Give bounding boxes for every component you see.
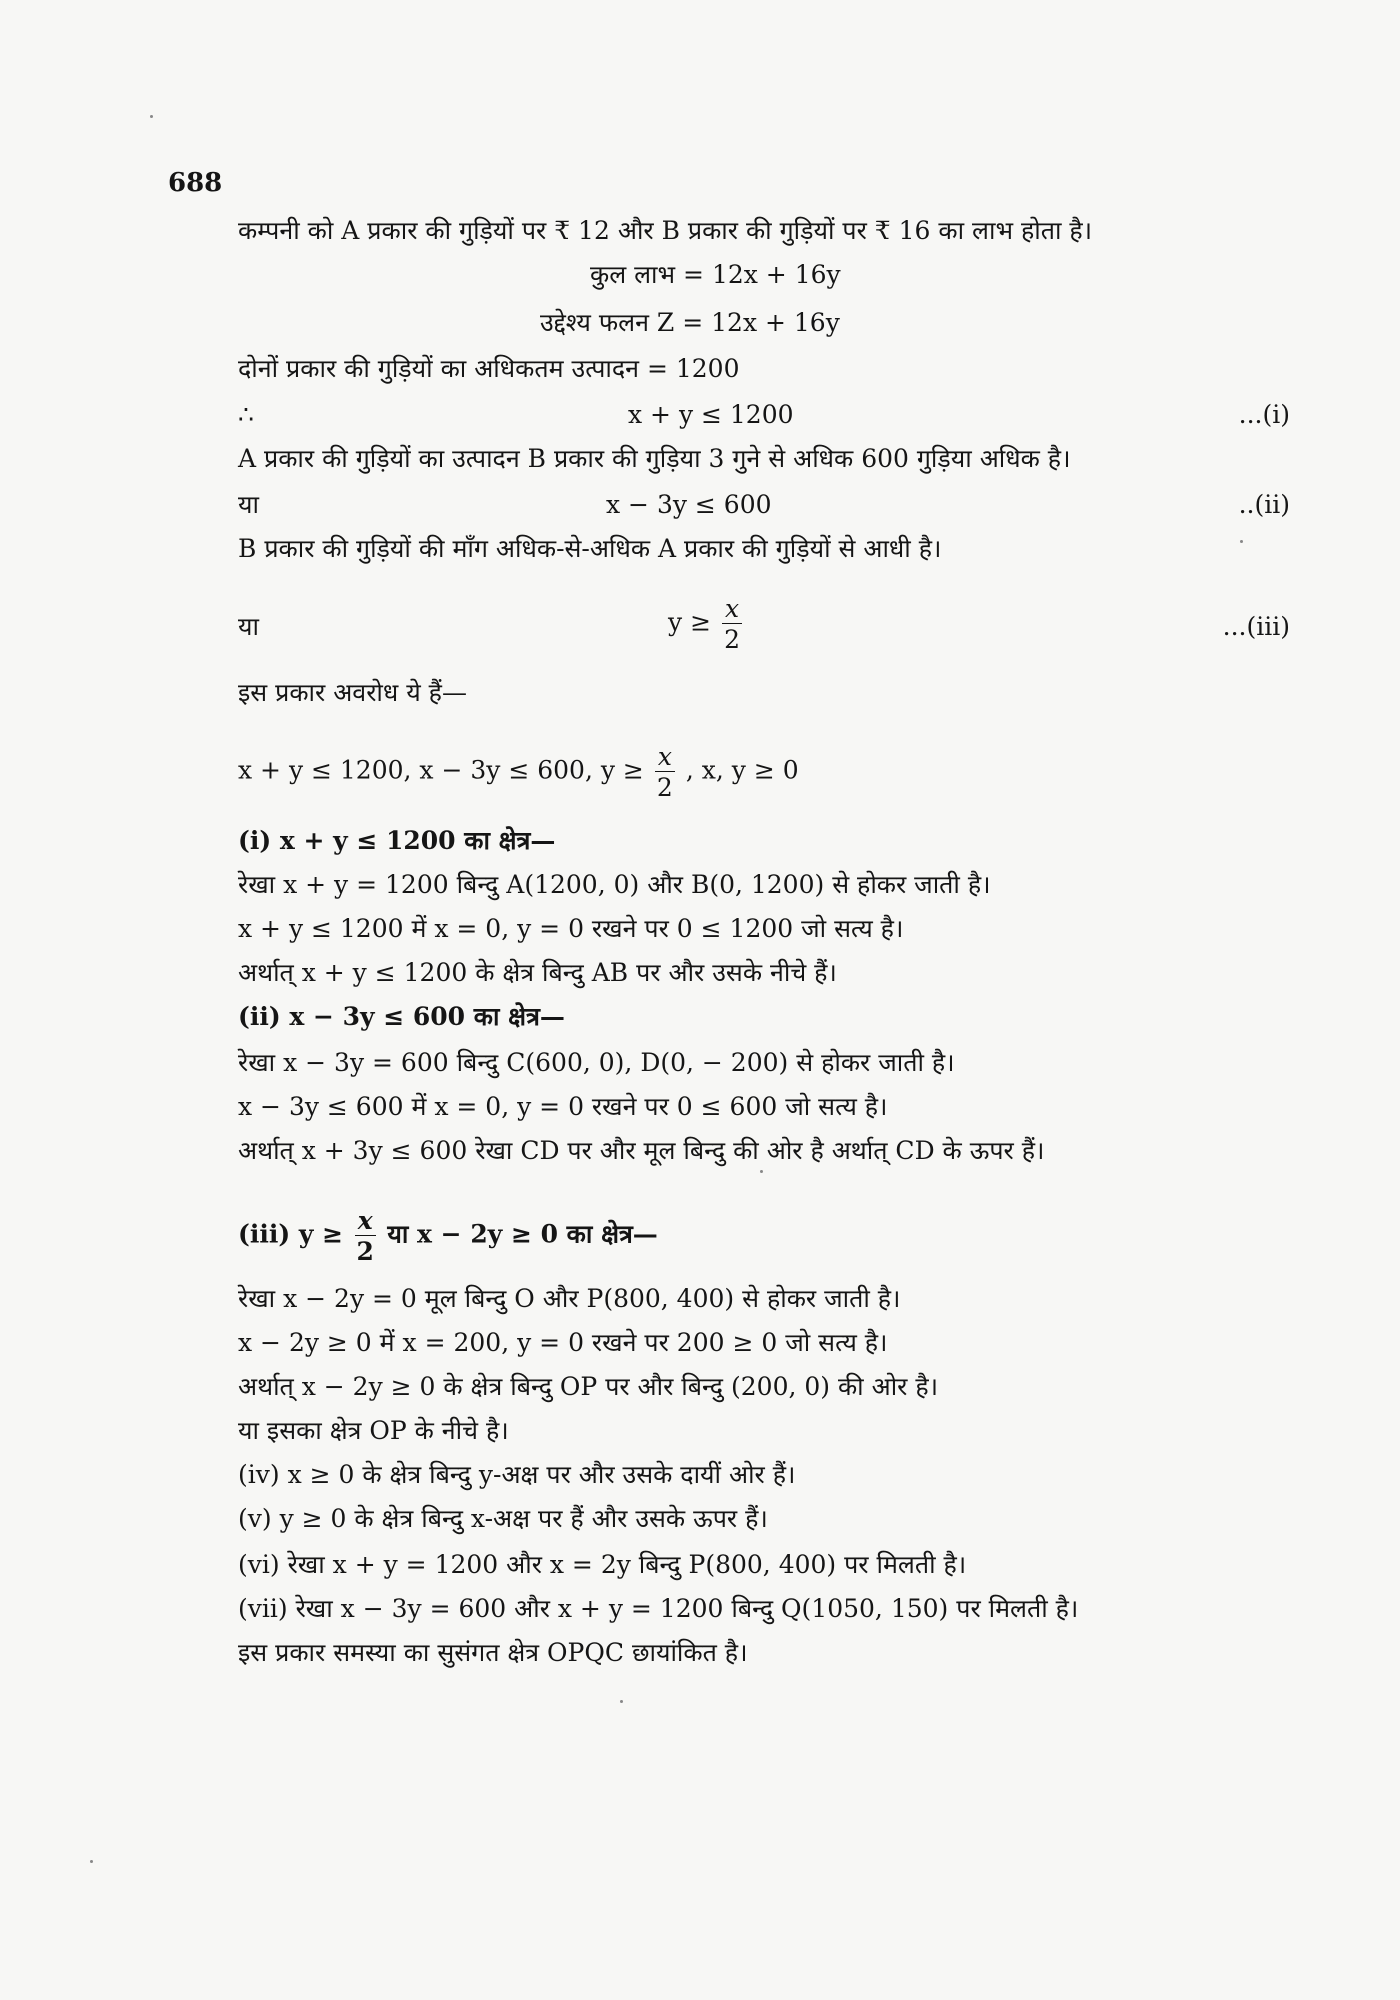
text-line-intersection-q: (vii) रेखा x − 3y = 600 और x + y = 1200 बिन्दु Q(1050, 150) पर मिलती है। [238, 1594, 1079, 1623]
text-line-region-5: (v) y ≥ 0 के क्षेत्र बिन्दु x-अक्ष पर हैं और उसके ऊपर हैं। [238, 1504, 768, 1533]
equation-total-profit: कुल लाभ = 12x + 16y [590, 260, 841, 289]
text-line-region-3-below: या इसका क्षेत्र OP के नीचे है। [238, 1416, 509, 1445]
scan-speck [150, 115, 153, 118]
scan-speck [620, 1700, 623, 1703]
fraction-numerator: x [655, 744, 675, 772]
fraction-denominator: 2 [724, 625, 740, 654]
fraction-numerator: x [722, 596, 742, 624]
text-line-feasible-region: इस प्रकार समस्या का सुसंगत क्षेत्र OPQC छायांकित है। [238, 1638, 748, 1667]
text-line-region-2-result: अर्थात् x + 3y ≤ 600 रेखा CD पर और मूल बिन्दु की ओर है अर्थात् CD के ऊपर हैं। [238, 1136, 1045, 1165]
equation-tag-1: ...(i) [1238, 400, 1290, 429]
heading-region-2: (ii) x − 3y ≤ 600 का क्षेत्र— [238, 1002, 565, 1031]
fraction-x-over-2-heading [355, 1208, 376, 1264]
text-line-production-relation: A प्रकार की गुड़ियों का उत्पादन B प्रकार की गुड़िया 3 गुने से अधिक 600 गुड़िया अधिक है। [238, 444, 1071, 473]
equation-constraint-1: x + y ≤ 1200 [628, 400, 794, 429]
text-line-demand-relation: B प्रकार की गुड़ियों की माँग अधिक-से-अधिक A प्रकार की गुड़ियों से आधी है। [238, 534, 942, 563]
constraints-summary [238, 744, 799, 800]
heading-region-3 [238, 1208, 658, 1264]
word-ya-1: या [238, 490, 259, 519]
constraints-summary-post: , x, y ≥ 0 [685, 755, 799, 785]
fraction-x-over-2 [722, 596, 742, 652]
therefore-symbol: ∴ [238, 400, 254, 429]
text-line-constraints-intro: इस प्रकार अवरोध ये हैं— [238, 678, 467, 707]
heading-region-3-post: या x − 2y ≥ 0 का क्षेत्र— [387, 1219, 658, 1249]
text-line-region-1-test: x + y ≤ 1200 में x = 0, y = 0 रखने पर 0 ≤ 1200 जो सत्य है। [238, 914, 904, 943]
text-line-region-2-test: x − 3y ≤ 600 में x = 0, y = 0 रखने पर 0 ≤ 600 जो सत्य है। [238, 1092, 888, 1121]
page-number: 688 [168, 168, 223, 198]
equation-objective-function: उद्देश्य फलन Z = 12x + 16y [540, 308, 840, 337]
fraction-x-over-2-summary [655, 744, 675, 800]
scan-speck [760, 1170, 763, 1173]
text-line-region-2-line: रेखा x − 3y = 600 बिन्दु C(600, 0), D(0, − 200) से होकर जाती है। [238, 1048, 955, 1077]
fraction-denominator: 2 [356, 1237, 374, 1266]
text-line-region-1-line: रेखा x + y = 1200 बिन्दु A(1200, 0) और B(0, 1200) से होकर जाती है। [238, 870, 991, 899]
equation-constraint-2: x − 3y ≤ 600 [606, 490, 772, 519]
equation-tag-2: ..(ii) [1238, 490, 1290, 519]
text-line-region-3-test: x − 2y ≥ 0 में x = 200, y = 0 रखने पर 200 ≥ 0 जो सत्य है। [238, 1328, 888, 1357]
equation-constraint-3-lhs: y ≥ [668, 607, 712, 637]
text-line-region-3-line: रेखा x − 2y = 0 मूल बिन्दु O और P(800, 400) से होकर जाती है। [238, 1284, 901, 1313]
word-ya-2: या [238, 612, 259, 641]
fraction-denominator: 2 [656, 773, 673, 802]
heading-region-1: (i) x + y ≤ 1200 का क्षेत्र— [238, 826, 556, 855]
equation-constraint-3 [668, 596, 745, 652]
text-line-region-3-result: अर्थात् x − 2y ≥ 0 के क्षेत्र बिन्दु OP पर और बिन्दु (200, 0) की ओर है। [238, 1372, 939, 1401]
text-line-max-production: दोनों प्रकार की गुड़ियों का अधिकतम उत्पादन = 1200 [238, 354, 740, 383]
fraction-numerator: x [355, 1208, 376, 1236]
text-line-profit-statement: कम्पनी को A प्रकार की गुड़ियों पर ₹ 12 और B प्रकार की गुड़ियों पर ₹ 16 का लाभ होता है। [238, 216, 1093, 245]
constraints-summary-pre: x + y ≤ 1200, x − 3y ≤ 600, y ≥ [238, 755, 644, 785]
text-line-region-1-result: अर्थात् x + y ≤ 1200 के क्षेत्र बिन्दु AB पर और उसके नीचे हैं। [238, 958, 837, 987]
scan-speck [1240, 540, 1243, 543]
heading-region-3-pre: (iii) y ≥ [238, 1219, 344, 1249]
text-line-intersection-p: (vi) रेखा x + y = 1200 और x = 2y बिन्दु P(800, 400) पर मिलती है। [238, 1550, 967, 1579]
equation-tag-3: ...(iii) [1222, 612, 1290, 641]
scan-speck [90, 1860, 93, 1863]
text-line-region-4: (iv) x ≥ 0 के क्षेत्र बिन्दु y-अक्ष पर और उसके दायीं ओर हैं। [238, 1460, 796, 1489]
